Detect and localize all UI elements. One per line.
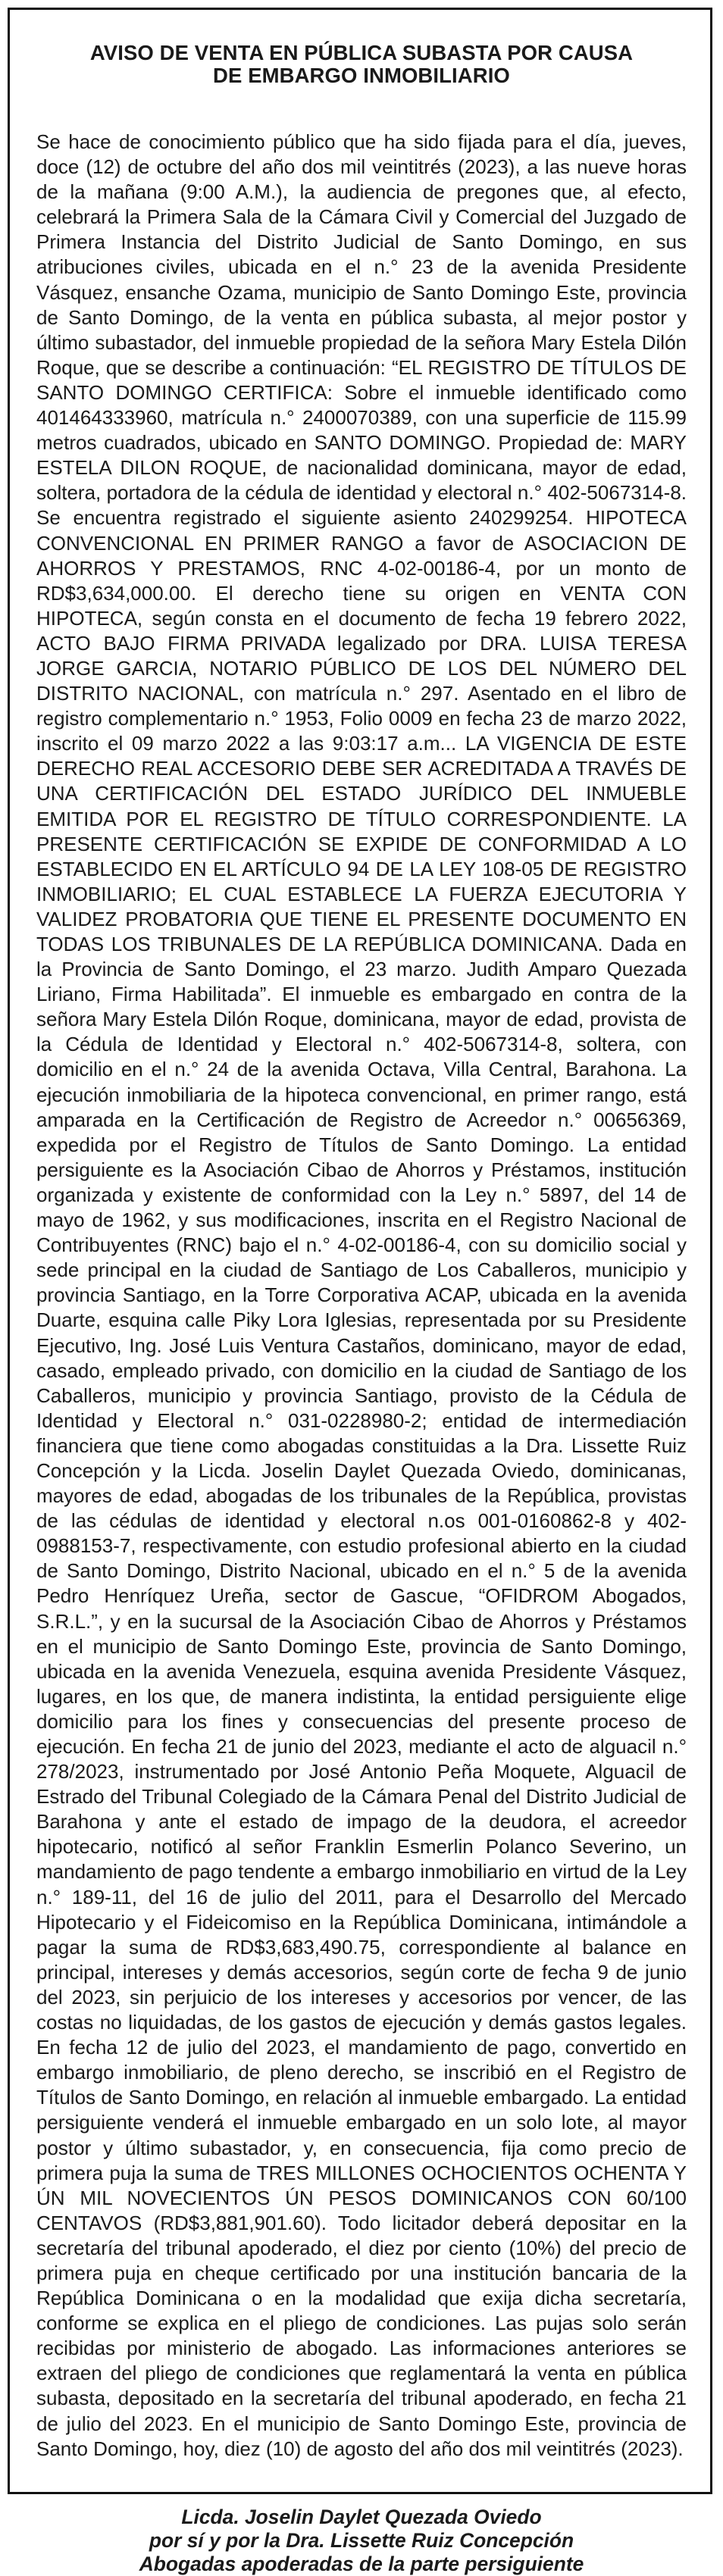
notice-title-line-1: AVISO DE VENTA EN PÚBLICA SUBASTA POR CAUSA bbox=[89, 41, 634, 64]
notice-title-line-2: DE EMBARGO INMOBILIARIO bbox=[213, 64, 510, 87]
legal-notice bbox=[36, 42, 687, 2576]
notice-title bbox=[36, 42, 687, 87]
signature-on-behalf: por sí y por la Dra. Lissette Ruiz Concepción bbox=[149, 2528, 574, 2552]
signature-name: Licda. Joselin Daylet Quezada Oviedo bbox=[181, 2505, 542, 2528]
signature-block bbox=[36, 2506, 687, 2576]
notice-body: Se hace de conocimiento público que ha sido fijada para el día, jueves, doce (12) de octubre del año dos mil veintitrés (2023), a las nueve horas de la mañana (9:00 A.M.), la audiencia de pregones que, al efecto, celebrará la Primera Sala de la Cámara Civil y Comercial del Juzgado de Primera Instancia del Distrito Judicial de Santo Domingo, en sus atribuciones civiles, ubicada en el n.° 23 de la avenida Presidente Vásquez, ensanche Ozama, municipio de Santo Domingo Este, provincia de Santo Domingo, de la venta en pública subasta, al mejor postor y último subastador, del inmueble propiedad de la señora Mary Estela Dilón Roque, que se describe a continuación: “EL REGISTRO DE TÍTULOS DE SANTO DOMINGO CERTIFICA: Sobre el inmueble identificado como 401464333960, matrícula n.° 2400070389, con una superficie de 115.99 metros cuadrados, ubicado en SANTO DOMINGO. Propiedad de: MARY ESTELA DILON ROQUE, de nacionalidad dominicana, mayor de edad, soltera, portadora de la cédula de identidad y electoral n.° 402-5067314-8. Se encuentra registrado el siguiente asiento 240299254. HIPOTECA CONVENCIONAL EN PRIMER RANGO a favor de ASOCIACION DE AHORROS Y PRESTAMOS, RNC 4-02-00186-4, por un monto de RD$3,634,000.00. El derecho tiene su origen en VENTA CON HIPOTECA, según consta en el documento de fecha 19 febrero 2022, ACTO BAJO FIRMA PRIVADA legalizado por DRA. LUISA TERESA JORGE GARCIA, NOTARIO PÚBLICO DE LOS DEL NÚMERO DEL DISTRITO NACIONAL, con matrícula n.° 297. Asentado en el libro de registro complementario n.° 1953, Folio 0009 en fecha 23 de marzo 2022, inscrito el 09 marzo 2022 a las 9:03:17 a.m... LA VIGENCIA DE ESTE DERECHO REAL ACCESORIO DEBE SER ACREDITADA A TRAVÉS DE UNA CERTIFICACIÓN DEL ESTADO JURÍDICO DEL INMUEBLE EMITIDA POR EL REGISTRO DE TÍTULO CORRESPONDIENTE. LA PRESENTE CERTIFICACIÓN SE EXPIDE DE CONFORMIDAD A LO ESTABLECIDO EN EL ARTÍCULO 94 DE LA LEY 108-05 DE REGISTRO INMOBILIARIO; EL CUAL ESTABLECE LA FUERZA EJECUTORIA Y VALIDEZ PROBATORIA QUE TIENE EL PRESENTE DOCUMENTO EN TODAS LOS TRIBUNALES DE LA REPÚBLICA DOMINICANA. Dada en la Provincia de Santo Domingo, el 23 marzo. Judith Amparo Quezada Liriano, Firma Habilitada”. El inmueble es embargado en contra de la señora Mary Estela Dilón Roque, dominicana, mayor de edad, provista de la Cédula de Identidad y Electoral n.° 402-5067314-8, soltera, con domicilio en el n.° 24 de la avenida Octava, Villa Central, Barahona. La ejecución inmobiliaria de la hipoteca convencional, en primer rango, está amparada en la Certificación de Registro de Acreedor n.° 00656369, expedida por el Registro de Títulos de Santo Domingo. La entidad persiguiente es la Asociación Cibao de Ahorros y Préstamos, institución organizada y existente de conformidad con la Ley n.° 5897, del 14 de mayo de 1962, y sus modificaciones, inscrita en el Registro Nacional de Contribuyentes (RNC) bajo el n.° 4-02-00186-4, con su domicilio social y sede principal en la ciudad de Santiago de Los Caballeros, municipio y provincia Santiago, en la Torre Corporativa ACAP, ubicada en la avenida Duarte, esquina calle Piky Lora Iglesias, representada por su Presidente Ejecutivo, Ing. José Luis Ventura Castaños, dominicano, mayor de edad, casado, empleado privado, con domicilio en la ciudad de Santiago de los Caballeros, municipio y provincia Santiago, provisto de la Cédula de Identidad y Electoral n.° 031-0228980-2; entidad de intermediación financiera que tiene como abogadas constituidas a la Dra. Lissette Ruiz Concepción y la Licda. Joselin Daylet Quezada Oviedo, dominicanas, mayores de edad, abogadas de los tribunales de la República, provistas de las cédulas de identidad y electoral n.os 001-0160862-8 y 402-0988153-7, respectivamente, con estudio profesional abierto en la ciudad de Santo Domingo, Distrito Nacional, ubicado en el n.° 5 de la avenida Pedro Henríquez Ureña, sector de Gascue, “OFIDROM Abogados, S.R.L.”, y en la sucursal de la Asociación Cibao de Ahorros y Préstamos en el municipio de Santo Domingo Este, provincia de Santo Domingo, ubicada en la avenida Venezuela, esquina avenida Presidente Vásquez, lugares, en los que, de manera indistinta, la entidad persiguiente elige domicilio para los fines y consecuencias del presente proceso de ejecución. En fecha 21 de junio del 2023, mediante el acto de alguacil n.° 278/2023, instrumentado por José Antonio Peña Moquete, Alguacil de Estrado del Tribunal Colegiado de la Cámara Penal del Distrito Judicial de Barahona y ante el estado de impago de la deudora, el acreedor hipotecario, notificó al señor Franklin Esmerlin Polanco Severino, un mandamiento de pago tendente a embargo inmobiliario en virtud de la Ley n.° 189-11, del 16 de julio del 2011, para el Desarrollo del Mercado Hipotecario y el Fideicomiso en la República Dominicana, intimándole a pagar la suma de RD$3,683,490.75, correspondiente al balance en principal, intereses y demás accesorios, según corte de fecha 9 de junio del 2023, sin perjuicio de los intereses y accesorios por vencer, de las costas no liquidadas, de los gastos de ejecución y demás gastos legales. En fecha 12 de julio del 2023, el mandamiento de pago, convertido en embargo inmobiliario, de pleno derecho, se inscribió en el Registro de Títulos de Santo Domingo, en relación al inmueble embargado. La entidad persiguiente venderá el inmueble embargado en un solo lote, al mayor postor y último subastador, y, en consecuencia, fija como precio de primera puja la suma de TRES MILLONES OCHOCIENTOS OCHENTA Y ÚN MIL NOVECIENTOS ÚN PESOS DOMINICANOS CON 60/100 CENTAVOS (RD$3,881,901.60). Todo licitador deberá depositar en la secretaría del tribunal apoderado, el diez por ciento (10%) del precio de primera puja en cheque certificado por una institución bancaria de la República Dominicana o en la modalidad que exija dicha secretaría, conforme se explica en el pliego de condiciones. Las pujas solo serán recibidas por ministerio de abogado. Las informaciones anteriores se extraen del pliego de condiciones que reglamentará la venta en pública subasta, depositado en la secretaría del tribunal apoderado, en fecha 21 de julio del 2023. En el municipio de Santo Domingo Este, provincia de Santo Domingo, hoy, diez (10) de agosto del año dos mil veintitrés (2023). bbox=[36, 130, 687, 2460]
signature-role: Abogadas apoderadas de la parte persiguiente bbox=[139, 2552, 584, 2575]
